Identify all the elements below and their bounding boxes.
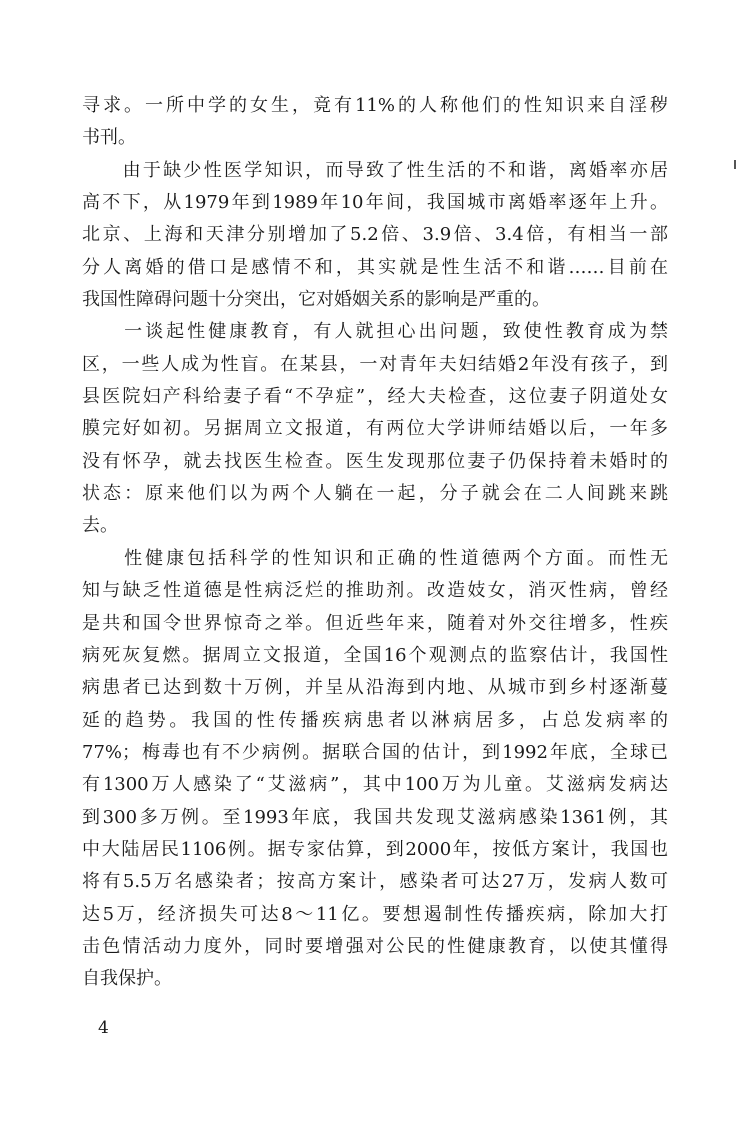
text-line: 达5万，经济损失可达8～11亿。要想遏制性传播疾病，除加大打 <box>82 903 668 925</box>
body-text <box>82 90 668 996</box>
text-line: 击色情活动力度外，同时要增强对公民的性健康教育，以使其懂得 <box>82 935 668 957</box>
text-line: 寻求。一所中学的女生，竟有11%的人称他们的性知识来自淫秽 <box>82 95 668 116</box>
text-line: 膜完好如初。另据周立文报道，有两位大学讲师结婚以后，一年多 <box>82 418 668 440</box>
text-line: 由于缺少性医学知识，而导致了性生活的不和谐，离婚率亦居 <box>82 159 668 181</box>
text-line: 病死灰复燃。据周立文报道，全国16个观测点的监察估计，我国性 <box>82 644 668 666</box>
text-line: 一谈起性健康教育，有人就担心出问题，致使性教育成为禁 <box>82 321 668 343</box>
text-line: 书刊。 <box>82 127 136 149</box>
text-line: 北京、上海和天津分别增加了5.2倍、3.9倍、3.4倍，有相当一部 <box>82 224 668 246</box>
text-line: 知与缺乏性道德是性病泛烂的推助剂。改造妓女，消灭性病，曾经 <box>82 580 668 602</box>
text-line: 有1300万人感染了“艾滋病”，其中100万为儿童。艾滋病发病达 <box>82 774 668 796</box>
text-line: 77%；梅毒也有不少病例。据联合国的估计，到1992年底，全球已 <box>82 741 668 763</box>
text-line: 病患者已达到数十万例，并呈从沿海到内地、从城市到乡村逐渐蔓 <box>82 677 668 699</box>
text-line: 到300多万例。至1993年底，我国共发现艾滋病感染1361例，其 <box>82 806 668 828</box>
text-line: 是共和国令世界惊奇之举。但近些年来，随着对外交往增多，性疾 <box>82 612 668 634</box>
text-line: 县医院妇产科给妻子看“不孕症”，经大夫检查，这位妻子阴道处女 <box>82 386 668 408</box>
margin-mark <box>734 160 736 169</box>
text-line: 去。 <box>82 515 118 537</box>
text-line: 分人离婚的借口是感情不和，其实就是性生活不和谐……目前在 <box>82 256 668 278</box>
text-line: 延的趋势。我国的性传播疾病患者以淋病居多，占总发病率的 <box>82 709 668 731</box>
page-number: 4 <box>98 1018 109 1038</box>
text-line: 中大陆居民1106例。据专家估算，到2000年，按低方案计，我国也 <box>82 838 668 860</box>
text-line: 没有怀孕，就去找医生检查。医生发现那位妻子仍保持着未婚时的 <box>82 450 668 472</box>
text-line: 自我保护。 <box>82 968 172 990</box>
text-line: 性健康包括科学的性知识和正确的性道德两个方面。而性无 <box>82 547 668 569</box>
text-line: 将有5.5万名感染者；按高方案计，感染者可达27万，发病人数可 <box>82 871 668 893</box>
text-line: 高不下，从1979年到1989年10年间，我国城市离婚率逐年上升。 <box>82 192 668 214</box>
text-line: 我国性障碍问题十分突出，它对婚姻关系的影响是严重的。 <box>82 289 550 311</box>
text-line: 状态：原来他们以为两个人躺在一起，分子就会在二人间跳来跳 <box>82 483 668 505</box>
text-line: 区，一些人成为性盲。在某县，一对青年夫妇结婚2年没有孩子，到 <box>82 353 668 375</box>
